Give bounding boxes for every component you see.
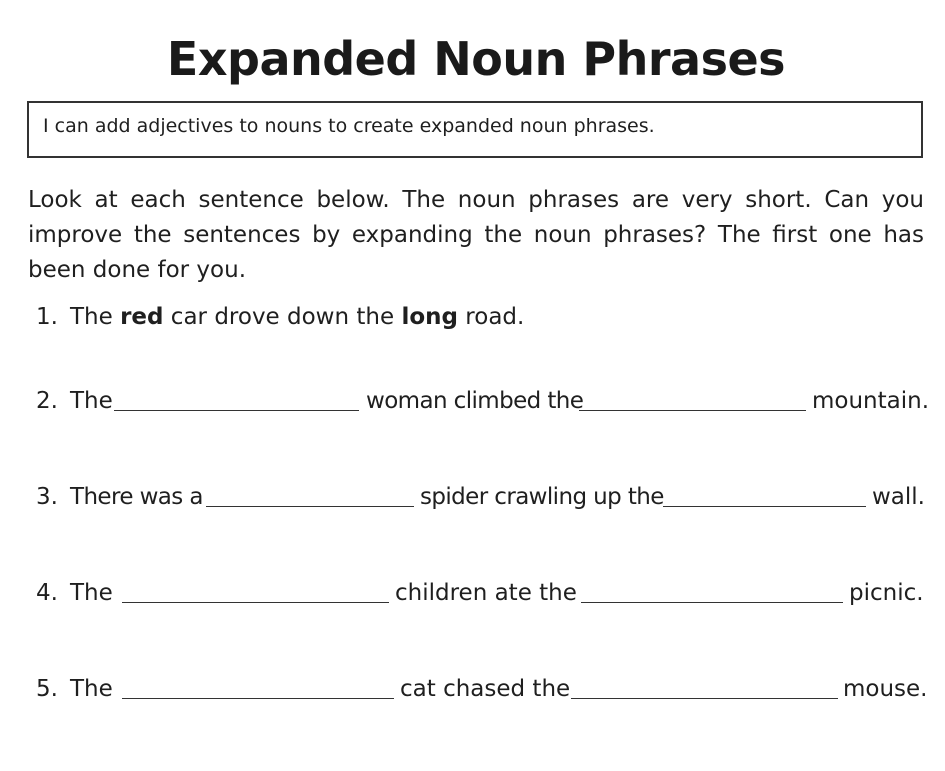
sentence-end: picnic. — [849, 580, 924, 606]
sentence-text: The — [70, 304, 121, 330]
example-sentence — [0, 300, 945, 340]
sentence-end: mouse. — [843, 676, 928, 702]
example-sentence-text — [70, 302, 524, 332]
sentence-middle: children ate the — [395, 580, 577, 606]
sentence-middle: woman climbed the — [366, 388, 584, 414]
answer-blank[interactable] — [114, 410, 359, 411]
example-adjective: long — [401, 304, 458, 330]
answer-blank[interactable] — [663, 506, 866, 507]
learning-objective-box — [27, 101, 923, 158]
page-title: Expanded Noun Phrases — [166, 32, 786, 86]
exercise-item — [0, 384, 945, 424]
example-adjective: red — [120, 304, 164, 330]
sentence-start: The — [70, 676, 113, 702]
instructions-paragraph: Look at each sentence below. The noun phrases are very short. Can you improve the sentences by expanding the noun phrases? The first one has been done for you. — [28, 187, 924, 283]
answer-blank[interactable] — [122, 602, 389, 603]
sentence-start: The — [70, 580, 113, 606]
exercise-item — [0, 480, 945, 520]
sentence-start: The — [70, 388, 113, 414]
answer-blank[interactable] — [581, 602, 843, 603]
item-number: 5. — [36, 676, 58, 702]
answer-blank[interactable] — [579, 410, 806, 411]
item-number: 1. — [36, 304, 58, 330]
exercise-item — [0, 672, 945, 712]
item-number: 3. — [36, 484, 58, 510]
item-number: 2. — [36, 388, 58, 414]
answer-blank[interactable] — [571, 698, 838, 699]
sentence-middle: cat chased the — [400, 676, 571, 702]
answer-blank[interactable] — [206, 506, 414, 507]
sentence-middle: spider crawling up the — [420, 484, 664, 510]
item-number: 4. — [36, 580, 58, 606]
answer-blank[interactable] — [122, 698, 394, 699]
sentence-text: road. — [457, 304, 525, 330]
sentence-start: There was a — [70, 484, 203, 510]
sentence-end: mountain. — [812, 388, 930, 414]
learning-objective-text: I can add adjectives to nouns to create expanded noun phrases. — [43, 115, 655, 137]
sentence-text: car drove down the — [163, 304, 402, 330]
sentence-end: wall. — [872, 484, 925, 510]
exercise-item — [0, 576, 945, 616]
